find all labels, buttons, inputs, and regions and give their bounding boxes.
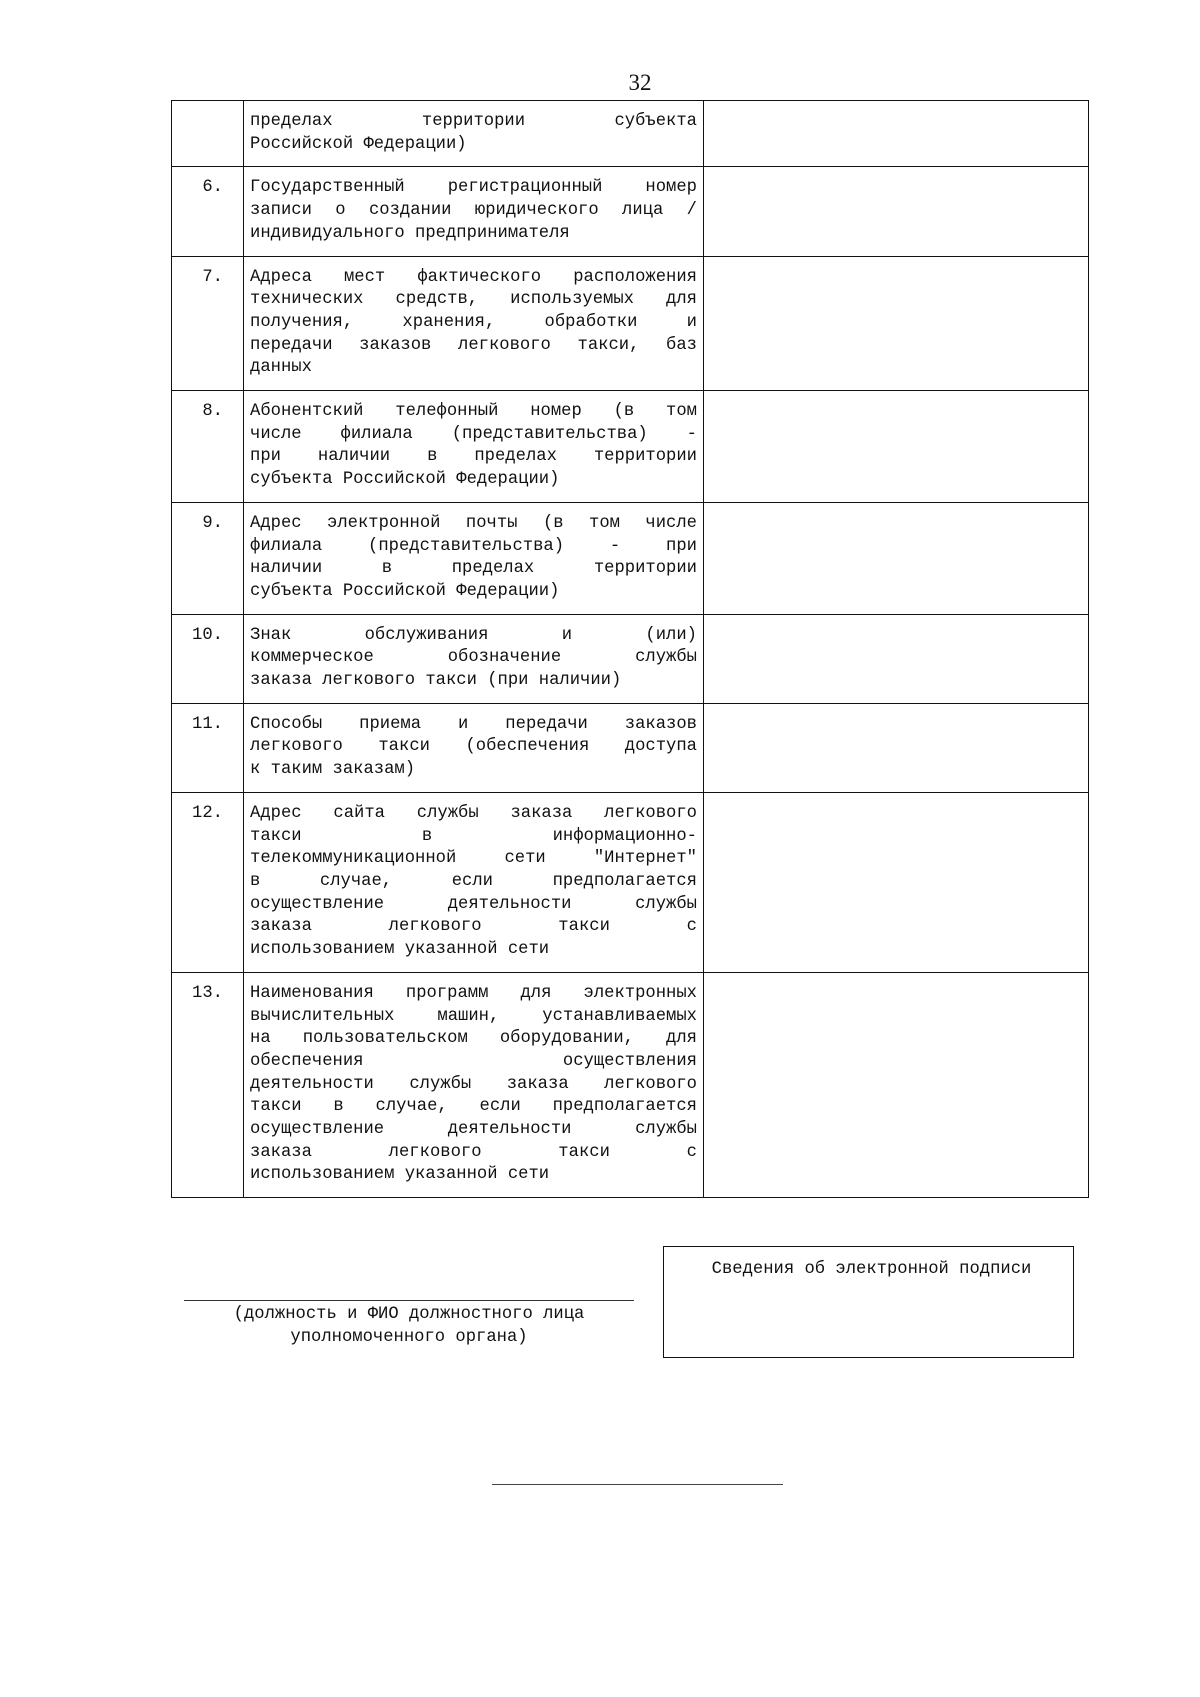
- form-table-body: [172, 101, 1089, 1198]
- row-number-cell: 7.: [172, 256, 244, 391]
- electronic-signature-title: Сведения об электронной подписи: [711, 1260, 1032, 1279]
- row-description-cell: [244, 101, 704, 167]
- description-line: технических средств, используемых для: [250, 290, 697, 310]
- row-description-cell: [244, 792, 704, 972]
- description-line: в случае, если предполагается: [250, 871, 697, 891]
- description-line: использованием указанной сети: [250, 940, 550, 960]
- description-line: субъекта Российской Федерации): [250, 470, 560, 490]
- row-description-cell: [244, 391, 704, 503]
- description-line: заказа легкового такси (при наличии): [250, 671, 622, 691]
- page-number: 32: [628, 70, 652, 95]
- description-line: к таким заказам): [250, 760, 416, 780]
- table-row: [172, 101, 1089, 167]
- description-line: наличии в пределах территории: [250, 559, 697, 579]
- row-description-cell: [244, 502, 704, 614]
- signature-caption: [184, 1304, 634, 1349]
- description-line: на пользовательском оборудовании, для: [250, 1029, 697, 1049]
- row-number-cell: 6.: [172, 167, 244, 256]
- row-number-cell: 8.: [172, 391, 244, 503]
- description-line: Российской Федерации): [250, 134, 467, 154]
- row-number-cell: 13.: [172, 972, 244, 1197]
- row-description-cell: [244, 972, 704, 1197]
- description-line: передачи заказов легкового такси, баз: [250, 335, 697, 355]
- electronic-signature-box: [663, 1246, 1074, 1358]
- table-row: [172, 167, 1089, 256]
- description-line: Государственный регистрационный номер: [250, 178, 697, 198]
- row-number-cell: 10.: [172, 614, 244, 703]
- description-line: осуществление деятельности службы: [250, 1120, 697, 1140]
- description-line: вычислительных машин, устанавливаемых: [250, 1006, 697, 1026]
- description-line: коммерческое обозначение службы: [250, 648, 697, 668]
- description-line: легкового такси (обеспечения доступа: [250, 737, 697, 757]
- description-line: телекоммуникационной сети "Интернет": [250, 849, 697, 869]
- row-description-cell: [244, 703, 704, 792]
- description-line: пределах территории субъекта: [250, 112, 697, 131]
- description-line: Знак обслуживания и (или): [250, 625, 697, 645]
- signature-caption-line-2: уполномоченного органа): [290, 1327, 528, 1347]
- description-line: Наименования программ для электронных: [250, 983, 697, 1003]
- description-line: записи о создании юридического лица /: [250, 201, 697, 221]
- table-row: [172, 792, 1089, 972]
- table-row: [172, 256, 1089, 391]
- description-line: такси в информационно-: [250, 826, 697, 846]
- row-description-cell: [244, 614, 704, 703]
- row-value-cell: [704, 792, 1089, 972]
- description-line: Адрес электронной почты (в том числе: [250, 513, 697, 533]
- row-value-cell: [704, 614, 1089, 703]
- description-line: данных: [250, 358, 312, 378]
- end-of-document-rule: [492, 1484, 783, 1485]
- description-line: филиала (представительства) - при: [250, 536, 697, 556]
- signature-line: [184, 1300, 634, 1301]
- description-line: деятельности службы заказа легкового: [250, 1074, 697, 1094]
- table-row: [172, 972, 1089, 1197]
- table-row: [172, 703, 1089, 792]
- description-line: индивидуального предпринимателя: [250, 223, 570, 243]
- row-description-cell: [244, 256, 704, 391]
- description-line: получения, хранения, обработки и: [250, 312, 697, 332]
- description-line: Адреса мест фактического расположения: [250, 267, 697, 287]
- description-line: обеспечения осуществления: [250, 1051, 697, 1071]
- row-value-cell: [704, 167, 1089, 256]
- row-number-cell: 9.: [172, 502, 244, 614]
- description-line: Абонентский телефонный номер (в том: [250, 402, 697, 422]
- row-number-cell: 12.: [172, 792, 244, 972]
- description-line: заказа легкового такси с: [250, 917, 697, 937]
- row-description-cell: [244, 167, 704, 256]
- row-number-cell: 11.: [172, 703, 244, 792]
- row-value-cell: [704, 256, 1089, 391]
- form-table: [171, 100, 1089, 1198]
- table-row: [172, 614, 1089, 703]
- table-row: [172, 502, 1089, 614]
- description-line: такси в случае, если предполагается: [250, 1097, 697, 1117]
- description-line: использованием указанной сети: [250, 1165, 550, 1185]
- row-value-cell: [704, 101, 1089, 167]
- description-line: при наличии в пределах территории: [250, 447, 697, 467]
- description-line: Адрес сайта службы заказа легкового: [250, 803, 697, 823]
- description-line: заказа легкового такси с: [250, 1142, 697, 1162]
- row-number-cell: [172, 101, 244, 167]
- description-line: осуществление деятельности службы: [250, 894, 697, 914]
- row-value-cell: [704, 703, 1089, 792]
- row-value-cell: [704, 972, 1089, 1197]
- row-value-cell: [704, 391, 1089, 503]
- table-row: [172, 391, 1089, 503]
- signature-caption-line-1: (должность и ФИО должностного лица: [233, 1305, 585, 1324]
- description-line: субъекта Российской Федерации): [250, 581, 560, 601]
- description-line: числе филиала (представительства) -: [250, 424, 697, 444]
- row-value-cell: [704, 502, 1089, 614]
- description-line: Способы приема и передачи заказов: [250, 714, 697, 734]
